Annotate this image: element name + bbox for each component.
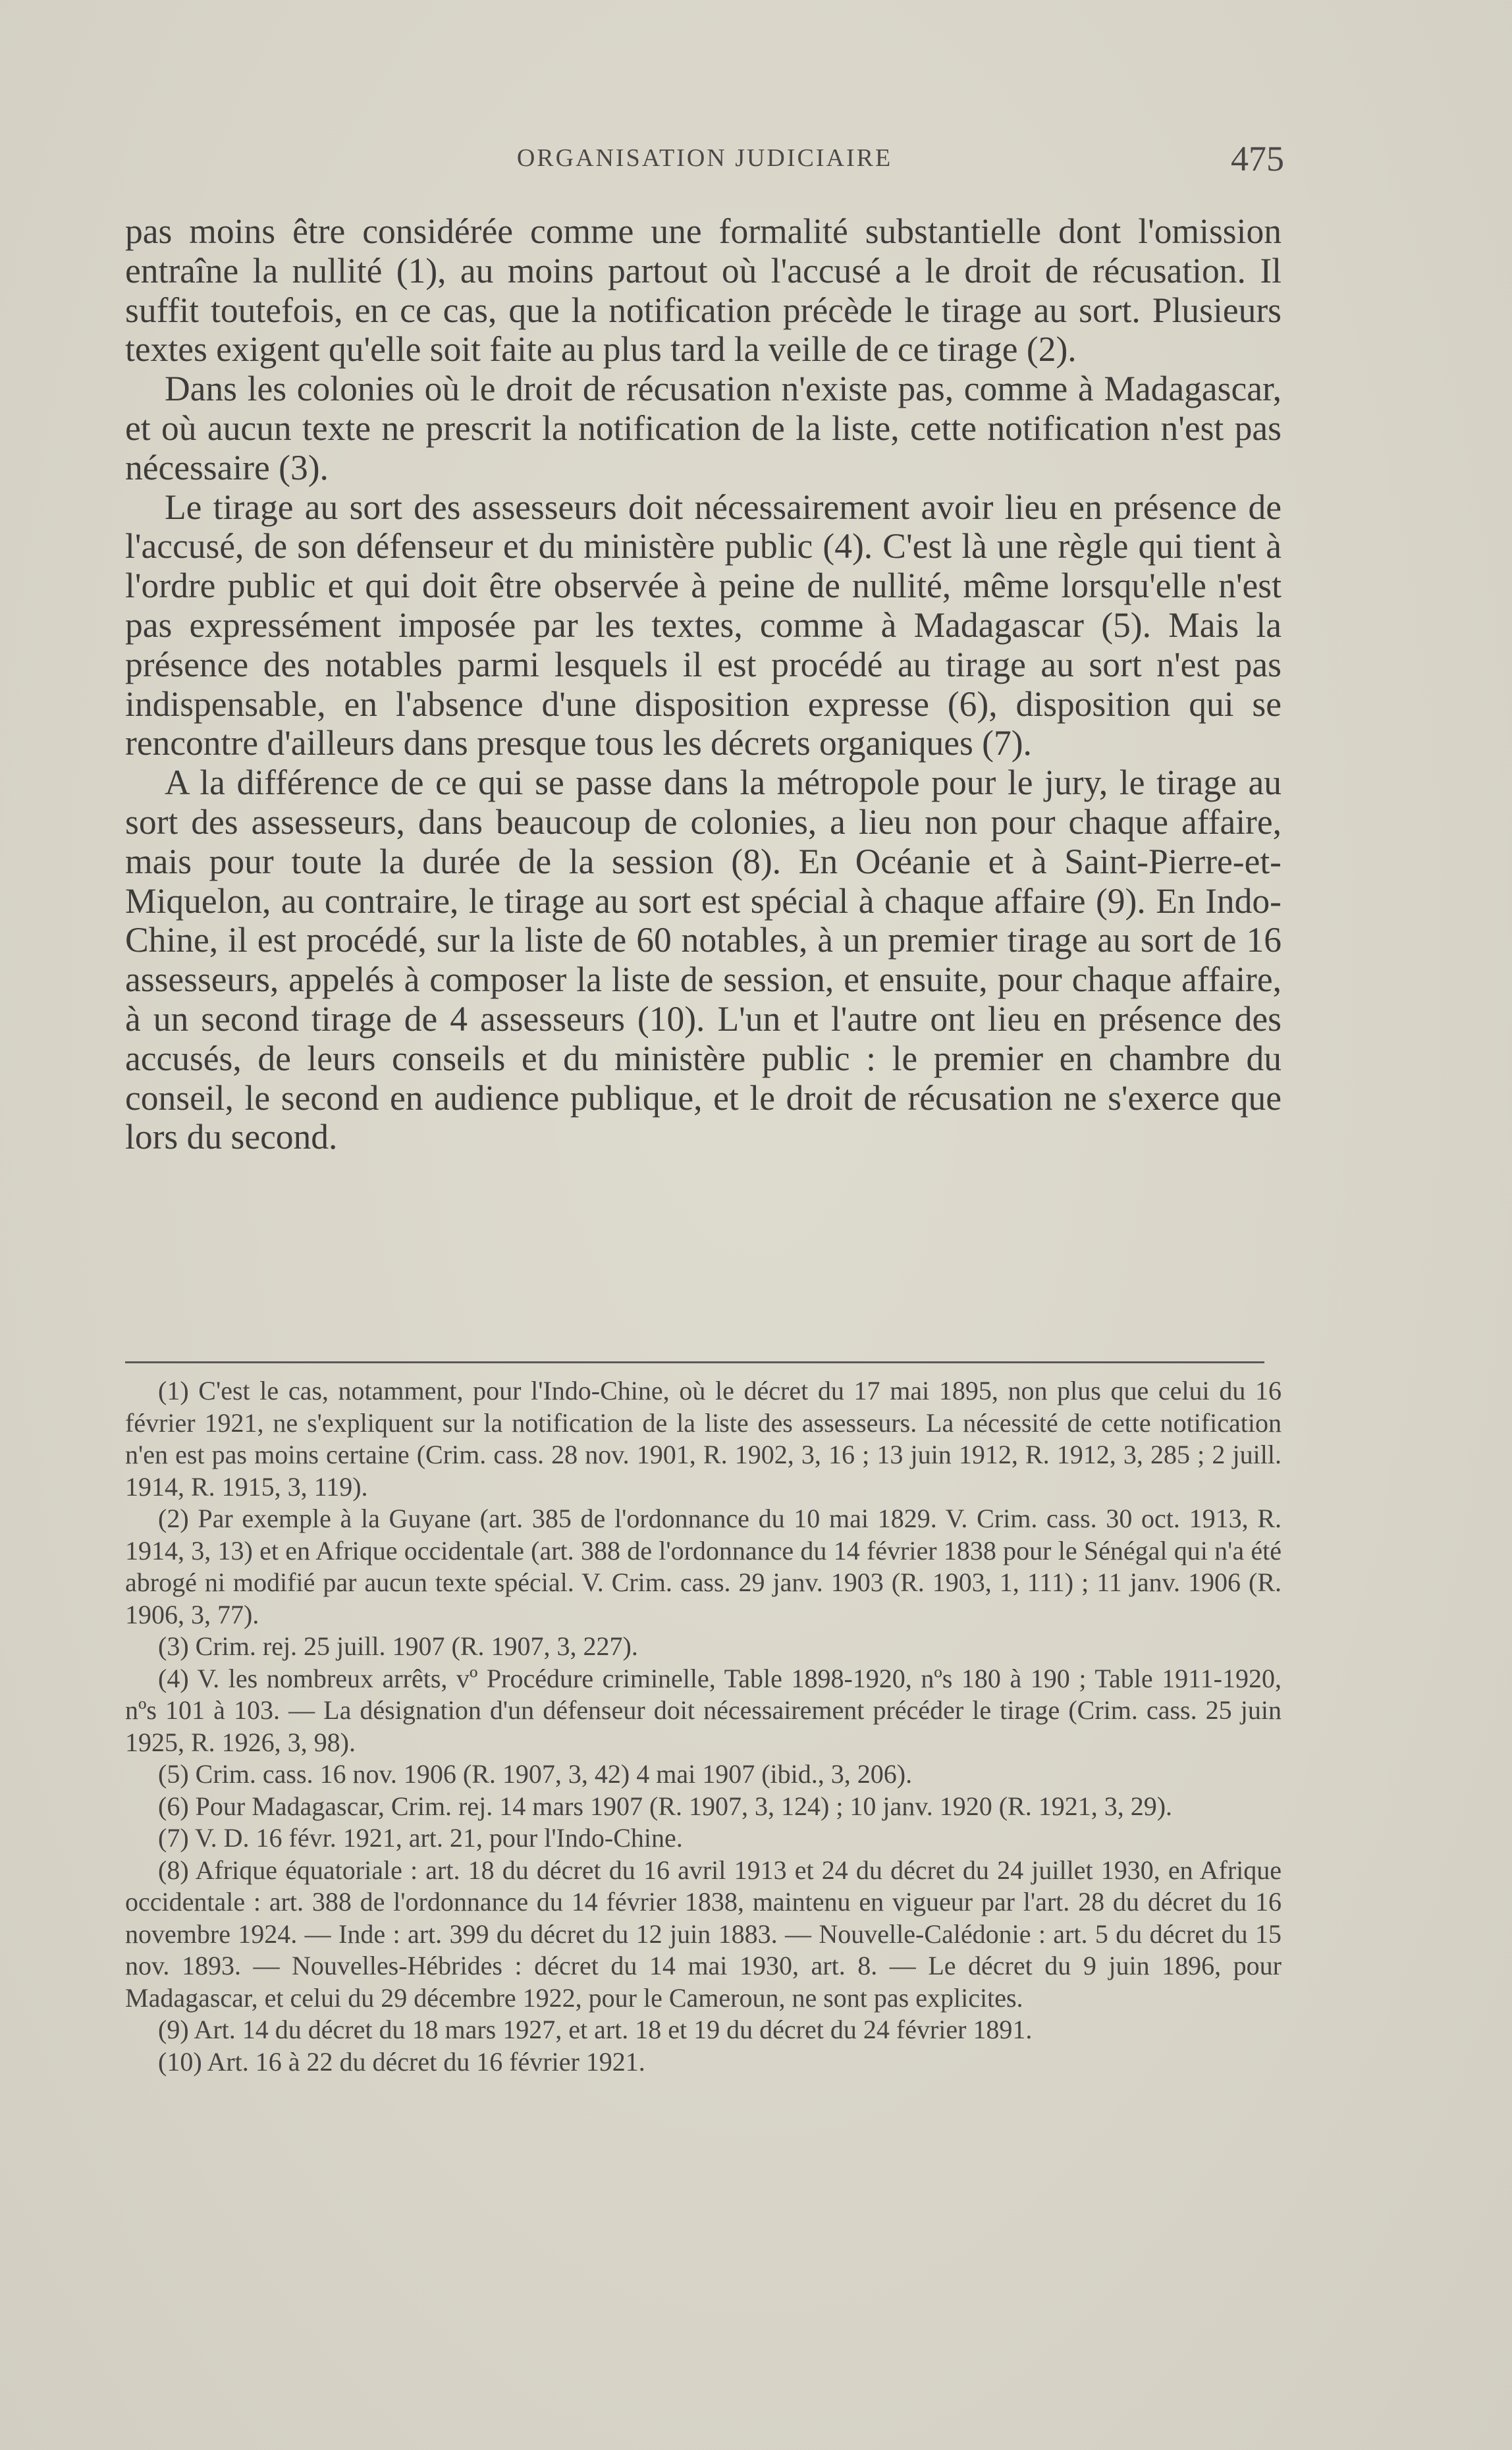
page-number: 475 — [1231, 139, 1284, 178]
running-header — [125, 138, 1284, 178]
footnote: (9) Art. 14 du décret du 18 mars 1927, et art. 18 et 19 du décret du 24 février 1891. — [158, 2015, 1033, 2044]
paragraph: Le tirage au sort des assesseurs doit nécessairement avoir lieu en présence de l'accusé, de son défenseur et du ministère public (4). C'est là une règle qui tient à l'ordre public et qui doit être observée à peine de nullité, même lorsqu'elle n'est pas expressément imposée par les textes, comme à Madagascar (5). Mais la présence des notables parmi lesquels il est procédé au tirage au sort n'est pas indispensable, en l'absence d'une disposition expresse (6), disposition qui se rencontre d'ailleurs dans presque tous les décrets organiques (7). — [125, 487, 1282, 763]
main-text — [125, 212, 1282, 1157]
footnote: (2) Par exemple à la Guyane (art. 385 de l'ordonnance du 10 mai 1829. V. Crim. cass. 30 oct. 1913, R. 1914, 3, 13) et en Afrique occidentale (art. 388 de l'ordonnance du 14 février 1838 pour le Sénégal qui n'a été abrogé ni modifié par aucun texte spécial. V. Crim. cass. 29 janv. 1903 (R. 1903, 1, 111) ; 11 janv. 1906 (R. 1906, 3, 77). — [125, 1504, 1282, 1629]
footnote: (5) Crim. cass. 16 nov. 1906 (R. 1907, 3, 42) 4 mai 1907 (ibid., 3, 206). — [158, 1759, 913, 1789]
footnote: (4) V. les nombreux arrêts, vº Procédure criminelle, Table 1898-1920, nºs 180 à 190 ; Table 1911-1920, nºs 101 à 103. — La désignation d'un défenseur doit nécessairement précéder le tirage (Crim. cass. 25 juin 1925, R. 1926, 3, 98). — [125, 1663, 1282, 1757]
footnotes — [125, 1375, 1282, 2078]
footnote: (3) Crim. rej. 25 juill. 1907 (R. 1907, 3, 227). — [158, 1631, 638, 1661]
footnote: (6) Pour Madagascar, Crim. rej. 14 mars 1907 (R. 1907, 3, 124) ; 10 janv. 1920 (R. 1921, 3, 29). — [158, 1791, 1173, 1821]
running-title: ORGANISATION JUDICIAIRE — [516, 144, 893, 172]
paragraph: A la différence de ce qui se passe dans la métropole pour le jury, le tirage au sort des assesseurs, dans beaucoup de colonies, a lieu non pour chaque affaire, mais pour toute la durée de la session (8). En Océanie et à Saint-Pierre-et-Miquelon, au contraire, le tirage au sort est spécial à chaque affaire (9). En Indo-Chine, il est procédé, sur la liste de 60 notables, à un premier tirage au sort de 16 assesseurs, appelés à composer la liste de session, et ensuite, pour chaque affaire, à un second tirage de 4 assesseurs (10). L'un et l'autre ont lieu en présence des accusés, de leurs conseils et du ministère public : le premier en chambre du conseil, le second en audience publique, et le droit de récusation ne s'exerce que lors du second. — [125, 763, 1282, 1157]
footnote: (7) V. D. 16 févr. 1921, art. 21, pour l'Indo-Chine. — [158, 1823, 683, 1853]
footnote: (8) Afrique équatoriale : art. 18 du décret du 16 avril 1913 et 24 du décret du 24 juillet 1930, en Afrique occidentale : art. 388 de l'ordonnance du 14 février 1838, maintenu en vigueur par l'art. 28 du décret du 16 novembre 1924. — Inde : art. 399 du décret du 12 juin 1883. — Nouvelle-Calédonie : art. 5 du décret du 15 nov. 1893. — Nouvelles-Hébrides : décret du 14 mai 1930, art. 8. — Le décret du 9 juin 1896, pour Madagascar, et celui du 29 décembre 1922, pour le Cameroun, ne sont pas explicites. — [125, 1855, 1282, 2013]
footnote-divider — [125, 1361, 1264, 1363]
paragraph: Dans les colonies où le droit de récusation n'existe pas, comme à Madagascar, et où aucun texte ne prescrit la notification de la liste, cette notification n'est pas nécessaire (3). — [125, 369, 1282, 487]
footnote: (1) C'est le cas, notamment, pour l'Indo-Chine, où le décret du 17 mai 1895, non plus que celui du 16 février 1921, ne s'expliquent sur la notification de la liste des assesseurs. La nécessité de cette notification n'en est pas moins certaine (Crim. cass. 28 nov. 1901, R. 1902, 3, 16 ; 13 juin 1912, R. 1912, 3, 285 ; 2 juill. 1914, R. 1915, 3, 119). — [125, 1376, 1282, 1502]
paragraph: pas moins être considérée comme une formalité substantielle dont l'omission entraîne la nullité (1), au moins partout où l'accusé a le droit de récusation. Il suffit toutefois, en ce cas, que la notification précède le tirage au sort. Plusieurs textes exigent qu'elle soit faite au plus tard la veille de ce tirage (2). — [125, 211, 1282, 369]
footnote: (10) Art. 16 à 22 du décret du 16 février 1921. — [158, 2046, 645, 2077]
